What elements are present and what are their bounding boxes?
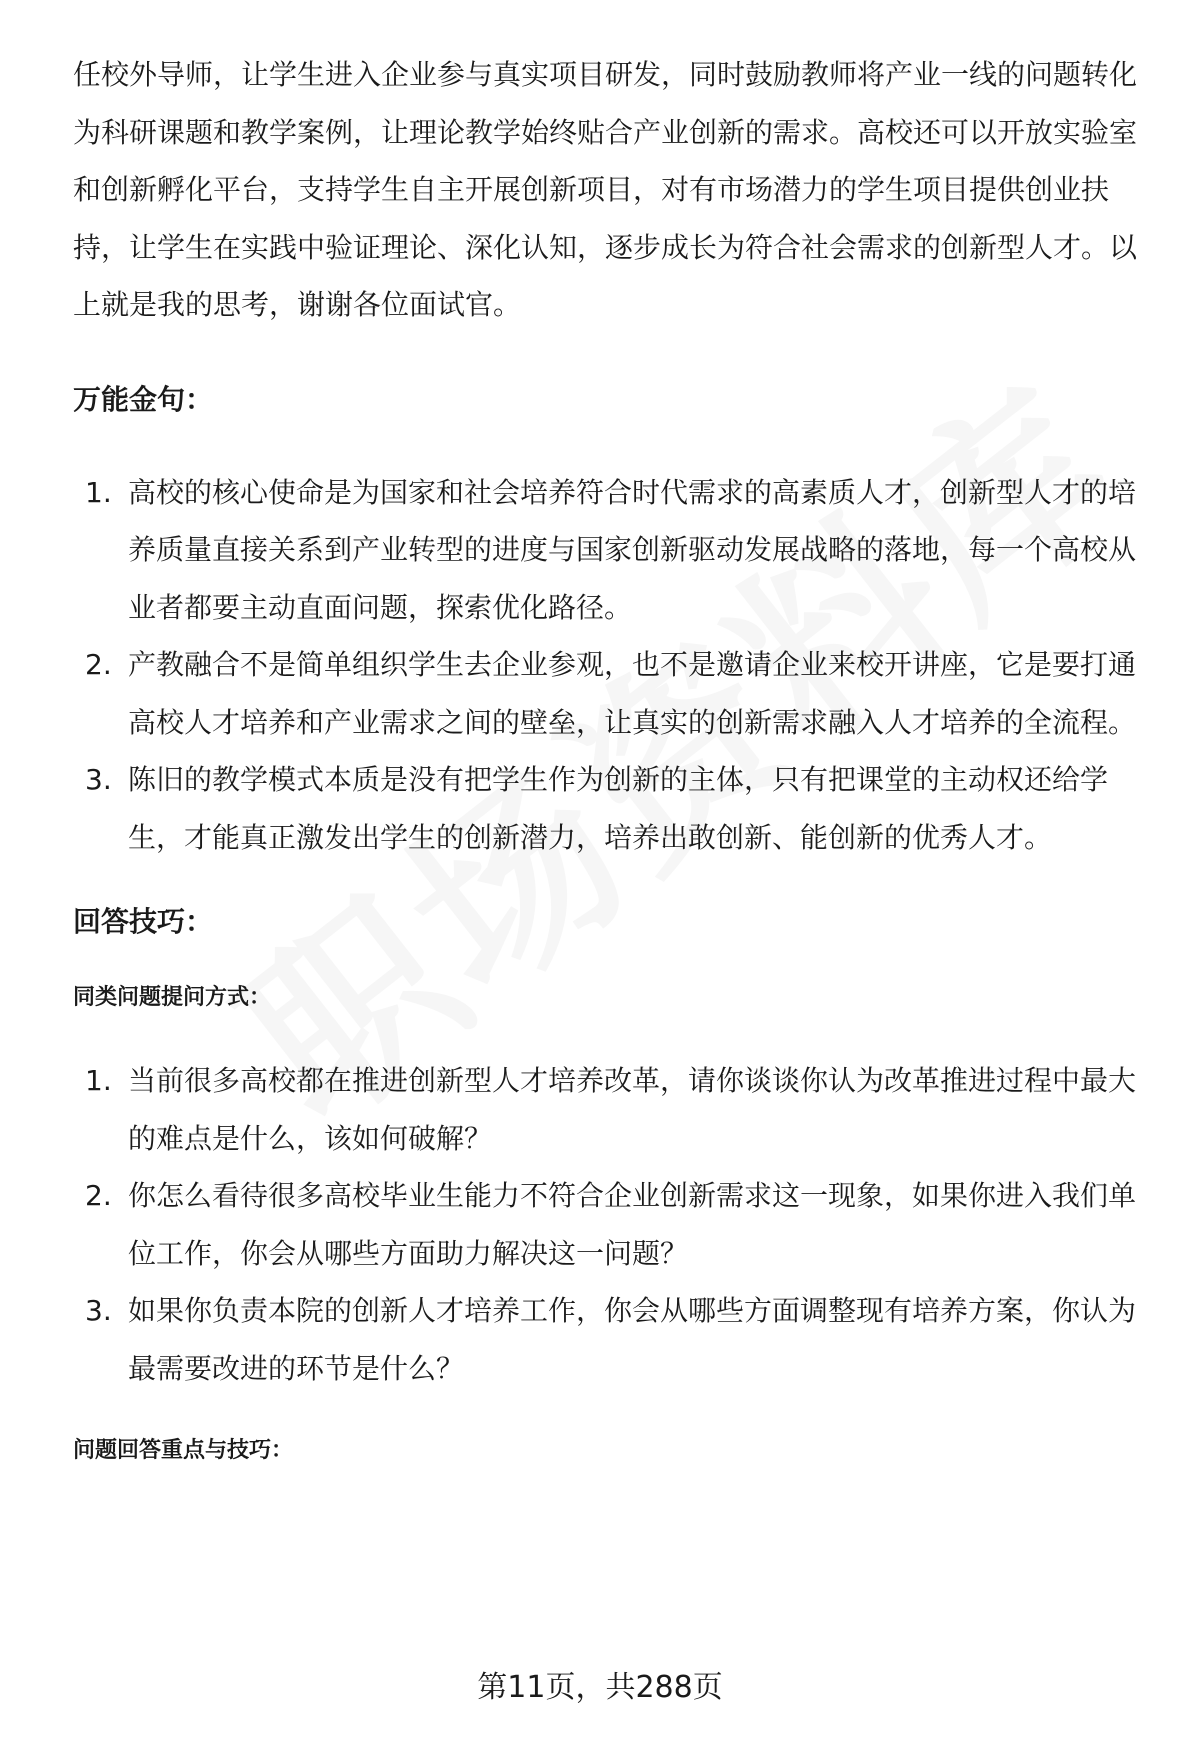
page-number-footer: 第11页，共288页	[477, 1670, 723, 1705]
list-item-number: 3.	[85, 1294, 112, 1327]
golden-sentences-heading: 万能金句：	[73, 382, 214, 416]
golden-sentences-list	[73, 464, 1143, 867]
list-item-text: 高校的核心使命是为国家和社会培养符合时代需求的高素质人才，创新型人才的培养质量直接关系到产业转型的进度与国家创新驱动发展战略的落地，每一个高校从业者都要主动直面问题，探索优化路径。	[128, 475, 1137, 624]
list-item	[73, 1167, 1143, 1282]
similar-questions-list	[73, 1052, 1143, 1397]
answer-key-points-subheading: 问题回答重点与技巧：	[73, 1438, 294, 1463]
list-item	[73, 1052, 1143, 1167]
list-item-text: 当前很多高校都在推进创新型人才培养改革，请你谈谈你认为改革推进过程中最大的难点是什么，该如何破解？	[128, 1064, 1137, 1155]
list-item-text: 产教融合不是简单组织学生去企业参观，也不是邀请企业来校开讲座，它是要打通高校人才培养和产业需求之间的壁垒，让真实的创新需求融入人才培养的全流程。	[128, 648, 1137, 739]
list-item	[73, 751, 1143, 866]
similar-questions-subheading: 同类问题提问方式：	[73, 985, 272, 1010]
page-content	[73, 46, 1143, 1467]
list-item-number: 1.	[85, 475, 112, 509]
intro-paragraph: 任校外导师，让学生进入企业参与真实项目研发，同时鼓励教师将产业一线的问题转化为科研课题和教学案例，让理论教学始终贴合产业创新的需求。高校还可以开放实验室和创新孵化平台，支持学生自主开展创新项目，对有市场潜力的学生项目提供创业扶持，让学生在实践中验证理论、深化认知，逐步成长为符合社会需求的创新型人才。以上就是我的思考，谢谢各位面试官。	[73, 58, 1138, 321]
list-item-text: 如果你负责本院的创新人才培养工作，你会从哪些方面调整现有培养方案，你认为最需要改进的环节是什么？	[128, 1294, 1137, 1385]
list-item	[73, 636, 1143, 751]
answer-skills-heading: 回答技巧：	[73, 905, 214, 938]
list-item-number: 2.	[85, 1179, 112, 1212]
list-item-number: 3.	[85, 763, 112, 796]
list-item-number: 1.	[85, 1064, 112, 1097]
list-item	[73, 1282, 1143, 1397]
list-item	[73, 464, 1143, 637]
list-item-number: 2.	[85, 648, 112, 681]
list-item-text: 陈旧的教学模式本质是没有把学生作为创新的主体，只有把课堂的主动权还给学生，才能真正激发出学生的创新潜力，培养出敢创新、能创新的优秀人才。	[128, 763, 1109, 854]
list-item-text: 你怎么看待很多高校毕业生能力不符合企业创新需求这一现象，如果你进入我们单位工作，你会从哪些方面助力解决这一问题？	[128, 1179, 1137, 1270]
